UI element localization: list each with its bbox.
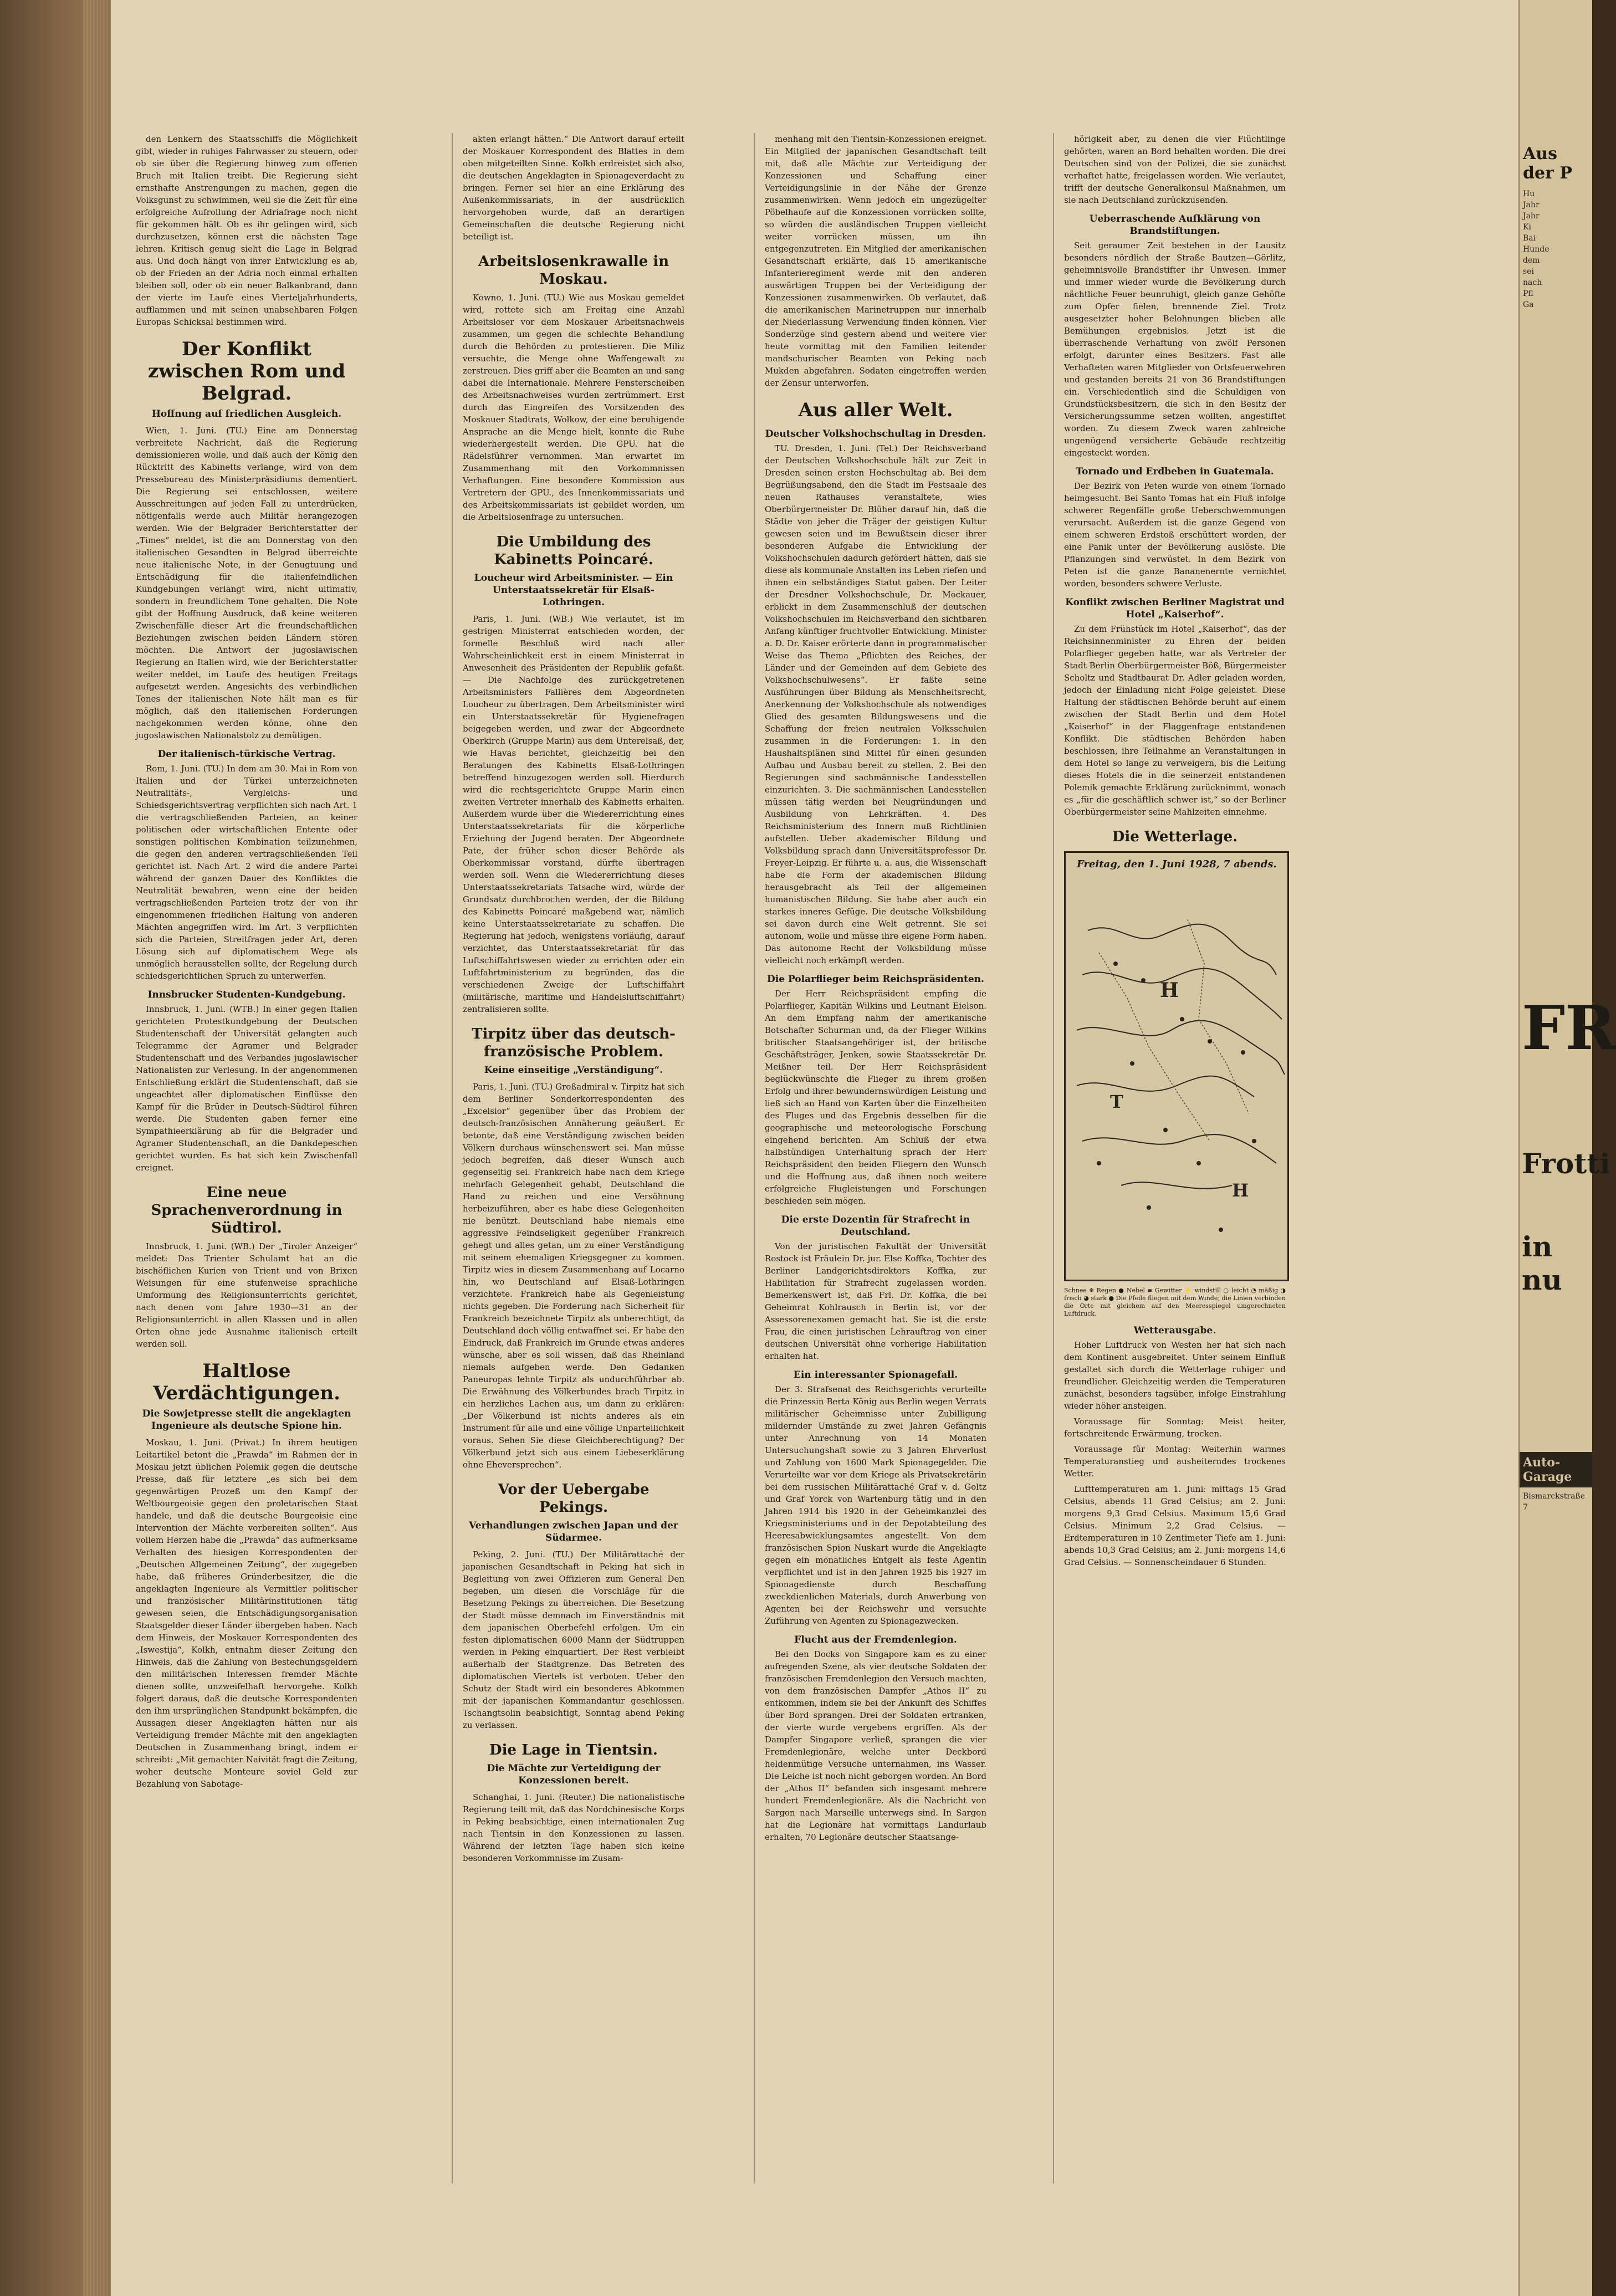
next-page-fragment: Jahr — [1523, 201, 1540, 209]
next-page-fragment: sei — [1523, 267, 1534, 276]
subheadline: Hoffnung auf friedlichen Ausgleich. — [151, 408, 342, 420]
weather-map — [1064, 851, 1289, 1281]
headline-tientsin: Die Lage in Tientsin. — [489, 1742, 658, 1758]
article-text: Moskau, 1. Juni. (Privat.) In ihrem heutigen Leitartikel betont die „Prawda“ im Rahmen der in Moskau jetzt üblichen Polemik gegen die deutsche Presse, daß für letztere „es sich bei dem gegenwärtigen Prozeß um den Kampf der Weltbourgeoisie gegen den proletarischen Staat handele, und daß die deutsche Bourgeoisie eine Intervention der Mächte vorbereiten sollten“. Aus vollem Herzen habe die „Prawda“ das aufmerksame Verhalten des hiesigen Korrespondenten der „Deutschen Allgemeinen Zeitung“, der zugegeben habe, daß früheres Gründerbesitzer, die die angeklagten Ingenieure als Vermittler politischer und französischer Militärinstitutionen tätig gewesen seien, die Entschädigungsorganisation Staatsgelder dieser Länder übergeben haben. Nach dem Hinweis, der Moskauer Korrespondenten des „Iswestija“, Kolkh, entnahm dieser Zeitung den Hinweis, daß die Zahlung von Bestechungsgeldern den militärischen Interessen fremder Mächte dienen sollte, unzweifelhaft hervorgehe. Kolkh folgert daraus, daß die deutsche Korrespondenten den ihm ursprünglichen Standpunkt bekämpfen, die Aussagen dieser Angeklagten hätten nur als Verteidigung fremder Mächte mit den angeklagten Deutschen in Zusammenhang bringt, indem er schreibt: „Mit gemachter Naivität fragt die Zeitung, woher deutsche Monteure soviel Geld zur Bezahlung von Sabotage- — [136, 1438, 357, 1789]
article-text: Peking, 2. Juni. (TU.) Der Militärattaché der japanischen Gesandtschaft in Peking hat sich in Begleitung von zwei Offizieren zum General Den begeben, um diesen die Vorschläge für die Besetzung Pekings zu überreichen. Die Besetzung der Stadt müsse demnach im Einverständnis mit dem japanischen Oberbefehl erfolgen. Um ein festen diplomatischen 6000 Mann der Südtruppen werden in Peking einquartiert. Der Rest verbleibt außerhalb der Stadtgrenze. Das Betreten des diplomatischen Viertels ist verboten. Ueber den Schutz der Stadt wird ein besonderes Abkommen mit der japanischen Kommandantur geschlossen. Tschangtsolin beabsichtigt, Sonntag abend Peking zu verlassen. — [463, 1550, 684, 1730]
column-4 — [1064, 133, 1286, 2206]
article-text: Lufttemperaturen am 1. Juni: mittags 15 Grad Celsius, abends 11 Grad Celsius; am 2. Juni: morgens 9,3 Grad Celsius. Maximum 15,6 Grad Celsius. Minimum 2,2 Grad Celsius. — Erdtemperaturen in 10 Zentimeter Tiefe am 1. Juni: abends 10,3 Grad Celsius; am 2. Juni: morgens 14,6 Grad Celsius. — Sonnenscheindauer 6 Stunden. — [1064, 1484, 1286, 1567]
article-text: Von der juristischen Fakultät der Universität Rostock ist Fräulein Dr. jur. Else Koffka, Tochter des Berliner Landgerichtsdirektors Koffka, zur Habilitation für Strafrecht zugelassen worden. Bemerkenswert ist, daß Frl. Dr. Koffka, die bei Geheimrat Kohlrausch in Berlin ist, vor der Assessorenexamen gemacht hat. Sie ist die erste Frau, die einen juristischen Lehrauftrag von einer deutschen Universität ohne vorherige Habilitation erhalten hat. — [765, 1241, 986, 1361]
article-text: Hoher Luftdruck von Westen her hat sich nach dem Kontinent ausgebreitet. Unter seinem Einfluß gestaltet sich durch die Wetterlage ruhiger und freundlicher. Gleichzeitig werden die Temperaturen zunächst, besonders tagsüber, infolge Einstrahlung wieder höher ansteigen. — [1064, 1340, 1286, 1411]
headline-tirpitz: Tirpitz über das deutsch-französische Problem. — [472, 1026, 676, 1060]
article-text: Voraussage für Montag: Weiterhin warmes Temperaturanstieg und ausheiterndes trockenes Wetter. — [1064, 1444, 1286, 1479]
next-page-fragment: nach — [1523, 278, 1542, 287]
article-text: Kowno, 1. Juni. (TU.) Wie aus Moskau gemeldet wird, rottete sich am Freitag eine Anzahl Arbeitsloser vor dem Moskauer Arbeitsnachweis zusammen, um gegen die schlechte Behandlung durch die Behörden zu protestieren. Die Miliz versuchte, die Menge ohne Waffengewalt zu zerstreuen. Dies griff aber die Beamten an und sang dabei die Internationale. Mehrere Fensterscheiben des Arbeitsnachweises wurden zertrümmert. Erst durch das Eingreifen des Vorsitzenden des Moskauer Stadtrats, Wolkow, der eine beruhigende Ansprache an die Menge hielt, konnte die Ruhe wiederhergestellt werden. Die GPU. hat die Rädelsführer vernommen. Man erwartet im Zusammenhang mit den Vorkommnissen Verhaftungen. Eine besondere Kommission aus Vertretern der GPU., des Innenkommissariats und des Arbeitskommissariats ist gebildet worden, um die Arbeitslosenfrage zu untersuchen. — [463, 293, 684, 522]
section-heading: Deutscher Volkshochschultag in Dresden. — [765, 428, 986, 439]
map-label: T — [1110, 1091, 1123, 1112]
article-text: Der Herr Reichspräsident empfing die Polarflieger, Kapitän Wilkins und Leutnant Eielson. An dem Empfang nahm der amerikanische Botschafter Schurman und, da der Flieger Wilkins britischer Staatsangehöriger ist, der britische Geschäftsträger, Jenken, sowie Staatssekretär Dr. Meißner teil. Der Herr Reichspräsident beglückwünschte die Flieger zu ihrem großen Erfolg und ihrer bewundernswürdigen Leistung und ließ sich an Hand von Karten über die Einzelheiten des Fluges und das Ergebnis desselben für die geographische und meteorologische Forschung eingehend berichten. Am Schluß der etwa halbstündigen Unterhaltung sprach der Herr Reichspräsident den beiden Fliegern den Wunsch und die Hoffnung aus, daß ihnen noch weitere erfolgreiche Flugleistungen und Forschungen beschieden sein mögen. — [765, 989, 986, 1206]
article-text: Innsbruck, 1. Juni. (WTB.) In einer gegen Italien gerichteten Protestkundgebung der Deutschen Studentenschaft der Universität gelangten auch Telegramme der Agramer und Belgrader Studentenschaft und des Verbandes jugoslawischer Nationalisten zur Verlesung. In der angenommenen Entschließung erklärt die Studentenschaft, daß sie ungeachtet aller diplomatischen Einflüsse den Kampf für die Brüder in Deutsch-Südtirol führen werde. Die Studenten gaben ferner eine Sympathieerklärung ab für die Belgrader und Agramer Studentenschaft, an die Dankdepeschen gerichtet wurden. Es hat sich kein Zwischenfall ereignet. — [136, 1004, 357, 1173]
article-text: Der 3. Strafsenat des Reichsgerichts verurteilte die Prinzessin Berta König aus Berlin wegen Verrats militärischer Geheimnisse unter Zubilligung mildernder Umstände zu zwei Jahren Gefängnis unter Anrechnung von 14 Monaten Untersuchungshaft sowie zu 3 Jahren Ehrverlust und Zahlung von 1600 Mark Spionagegelder. Die Verurteilte war vor dem Kriege als Privatsekretärin bei dem russischen Militärattaché Graf v. d. Goltz und Graf Yorck von Wartenburg tätig und in den Jahren 1914 bis 1920 in der Geheimkanzlei des Kriegsministeriums und in der Depotabteilung des Heeresabwicklungsamtes angestellt. Von dem französischen Spion Nuskart wurde die Angeklagte gegen ein monatliches Entgelt als feste Agentin verpflichtet und ist in den Jahren 1925 bis 1927 im Spionagedienste durch Beschaffung zweckdienlichen Materials, durch Anwerbung von Agenten bei der Reichswehr und versuchte Zuführung von Agenten zu Spionagezwecken. — [765, 1384, 986, 1626]
section-heading: Tornado und Erdbeben in Guatemala. — [1076, 466, 1274, 477]
section-heading: Konflikt zwischen Berliner Magistrat und Hotel „Kaiserhof“. — [1065, 597, 1285, 620]
article-text: menhang mit den Tientsin-Konzessionen ereignet. Ein Mitglied der japanischen Gesandtschaft teilt mit, daß alle Mächte zur Verteidigung der Konzessionen und Schaffung einer Verteidigungslinie in der Nähe der Grenze zusammenwirken. Wenn jedoch ein ungezügelter Pöbelhaufe auf die Konzessionen vorrücken sollte, so würden die ausländischen Truppen vielleicht weiter vorrücken müssen, um ihn entgegenzutreten. Ein Mitglied der amerikanischen Gesandtschaft erklärte, daß 15 amerikanische Infanterieregiment werde mit den anderen auswärtigen Truppen bei der Verteidigung der Konzessionen zusammenwirken. Ob verlautet, daß die amerikanischen Marinetruppen nur innerhalb der Niederlassung Verwendung finden können. Vier Sonderzüge sind gestern abend und weitere vier heute vormittag mit den Familien leitender mandschurischer Beamten von Peking nach Mukden abgefahren. Sodaten eingetroffen werden der Zensur unterworfen. — [765, 134, 986, 388]
subheadline: Loucheur wird Arbeitsminister. — Ein Unterstaatssekretär für Elsaß-Lothringen. — [474, 572, 673, 608]
next-page-fragment: Hu — [1523, 190, 1535, 198]
next-page-fragment: Bai — [1523, 234, 1536, 243]
adjacent-page — [1518, 0, 1616, 2296]
column-rule — [1053, 133, 1054, 2183]
article-text: Paris, 1. Juni. (TU.) Großadmiral v. Tirpitz hat sich dem Berliner Sonderkorrespondenten des „Excelsior“ gegenüber über das Problem der deutsch-französischen Annäherung geäußert. Er betonte, daß eine Verständigung zwischen beiden Völkern durchaus wünschenswert sei. Man müsse jedoch begreifen, daß dieser Wunsch auch gegenseitig sei. Frankreich habe nach dem Kriege mehrfach Gelegenheit gehabt, Deutschland die Hand zu reichen und eine Versöhnung herbeizuführen, aber es habe diese Gelegenheiten nie benützt. Deutschland habe niemals eine aggressive Feindseligkeit gegenüber Frankreich gehegt und alles getan, um zu einer Verständigung mit seinem ehemaligen Kriegsgegner zu kommen. Tirpitz wies in diesem Zusammenhang auf Locarno hin, wo Deutschland auf Elsaß-Lothringen verzichtete. Frankreich habe als Gegenleistung nichts gegeben. Die Forderung nach Sicherheit für Frankreich bezeichnete Tirpitz als unberechtigt, da Deutschland doch völlig entwaffnet sei. Er habe den Eindruck, daß Frankreich im Grunde etwas anderes wünsche, aber es soll wissen, daß das Rheinland niemals aufgeben werde. Den Gedanken Paneuropas lehnte Tirpitz als undurchführbar ab. Die Erwähnung des Völkerbundes brach Tirpitz in ein herzliches Lachen aus, um dann zu erklären: „Der Völkerbund ist nichts anderes als ein Instrument für alle und eine völlige Unparteilichkeit voraus. Sehen Sie diese Gleichberechtigung? Der Völkerbund jetzt sich aus einem Liebeserklärung ohne Eheversprechen“. — [463, 1082, 684, 1470]
column-rule — [754, 133, 755, 2183]
article-text: akten erlangt hätten.“ Die Antwort darauf erteilt der Moskauer Korrespondent des Blattes in dem oben mitgeteilten Sinne. Kolkh erdreistet sich also, die deutschen Angeklagten in Spionageverdacht zu bringen. Ferner sei hier an eine Erklärung des Außenkommissariats, in der ausdrücklich hervorgehoben wurde, daß an derartigen Gemeinschaften die deutsche Regierung nicht beteiligt ist. — [463, 134, 684, 242]
next-page-fragment: Ki — [1523, 223, 1531, 232]
article-text: Wien, 1. Juni. (TU.) Eine am Donnerstag verbreitete Nachricht, daß die Regierung demissionieren wolle, und daß auch der König den Rücktritt des Kabinetts verlange, wird von dem Pressebureau des Ministerpräsidiums dementiert. Die Regierung sei entschlossen, weitere Ausschreitungen auf jeden Fall zu unterdrücken, nötigenfalls werde auch Militär herangezogen werden. Wie der Belgrader Berichterstatter der „Times“ meldet, ist die am Donnerstag von den italienischen Gesandten in Belgrad überreichte neue italienische Note, in der Genugtuung und Entschädigung für die italienfeindlichen Kundgebungen verlangt wird, nicht ultimativ, sondern in freundlichem Tone gehalten. Die Note gibt der Hoffnung Ausdruck, daß keine weiteren Zwischenfälle dieser Art die freundschaftlichen Beziehungen zwischen beiden Ländern stören möchten. Die Antwort der jugoslawischen Regierung an Italien wird, wie der Berichterstatter weiter meldet, im Laufe des heutigen Freitags aufgesetzt werden. Angesichts des verbindlichen Tones der italienischen Note hält man es für möglich, daß den italienischen Forderungen nachgekommen werden könne, ohne den jugoslawischen Nationalstolz zu demütigen. — [136, 426, 357, 740]
column-rule — [452, 133, 453, 2183]
headline-poincare: Die Umbildung des Kabinetts Poincaré. — [494, 534, 653, 568]
article-text: Paris, 1. Juni. (WB.) Wie verlautet, ist im gestrigen Ministerrat entschieden worden, der formelle Beschluß wird nach aller Wahrscheinlichkeit erst in einem Ministerrat in Anwesenheit des Präsidenten der Republik gefaßt. — Die Nachfolge des zurückgetretenen Arbeitsministers Fallières dem Abgeordneten Loucheur zu übertragen. Dem Arbeitsminister wird ein Unterstaatssekretär für Hygienefragen beigegeben werden, und zwar der Abgeordnete Oberkirch (Gruppe Marin) aus dem Unterelsaß, der, wie Havas berichtet, gleichzeitig bei den Beratungen des Kabinetts Elsaß-Lothringen betreffend hinzugezogen werden soll. Hierdurch wird die rechtsgerichtete Gruppe Marin einen zweiten Vertreter innerhalb des Kabinetts erhalten. Außerdem wurde über die Wiedererrichtung eines Unterstaatssekretariats für die körperliche Erziehung der Jugend beraten. Der Abgeordnete Pate, der früher schon dieser Behörde als Oberkommissar vorstand, dürfte übertragen werden soll. Wenn die Wiedererrichtung dieses Unterstaatssekretariats Tatsache wird, würde der Grundsatz durchbrochen werden, der die Bildung des Kabinetts Poincaré maßgebend war, nämlich keine Unterstaatssekretariate zu schaffen. Die Regierung hat jedoch, wenigstens vorläufig, darauf verzichtet, das Unterstaatssekretariat für das Luftschiffahrtswesen wieder zu errichten oder ein Luftfahrtministerium zu begründen, das die verschiedenen Zweige der Luftschiffahrt (militärische, maritime und Handelsluftschiffahrt) zentralisieren sollte. — [463, 614, 684, 1014]
section-heading: Der italienisch-türkische Vertrag. — [157, 749, 336, 760]
next-page-ad-headline: FR — [1522, 992, 1616, 1063]
article-text: den Lenkern des Staatsschiffs die Möglichkeit gibt, wieder in ruhiges Fahrwasser zu steuern, oder ob sie über die Regierung hinweg zum offenen Bruch mit Italien treibt. Die Regierung sieht ernsthafte Anstrengungen zu machen, gegen die Volksgunst zu schwimmen, weil sie die Zeit für eine erfolgreiche Aufrollung der Adriafrage noch nicht für gekommen hält. Ob es ihr gelingen wird, sich durchzusetzen, können erst die nächsten Tage lehren. Kritisch genug sieht die Lage in Belgrad aus. Und doch hängt von ihrer Entwicklung es ab, ob der Frieden an der Adria noch einmal erhalten bleiben soll, oder ob ein neuer Balkanbrand, dann der vierte im Laufe eines Vierteljahrhunderts, aufflammen und mit seinen unabsehbaren Folgen Europas Schicksal bestimmen wird. — [136, 134, 357, 327]
subheadline: Keine einseitige „Verständigung“. — [484, 1065, 663, 1076]
section-heading: Flucht aus der Fremdenlegion. — [794, 1634, 957, 1645]
section-heading: Wetterausgabe. — [1133, 1325, 1216, 1336]
article-text: Zu dem Frühstück im Hotel „Kaiserhof“, das der Reichsinnenminister zu Ehren der beiden Polarflieger gegeben hatte, war als Vertreter der Stadt Berlin Oberbürgermeister Böß, Bürgermeister Scholtz und Stadtbaurat Dr. Adler geladen worden, jedoch der Einladung nicht Folge geleistet. Diese Haltung der städtischen Behörde beruht auf einem zwischen der Stadt Berlin und dem Hotel „Kaiserhof“ in der Flaggenfrage entstandenen Konflikt. Die städtischen Behörden haben beschlossen, ihre Teilnahme an Veranstaltungen in dem Hotel so lange zu verweigern, bis die Leitung dieses Hotels die in die seinerzeit entstandenen Polemik gemachte Erklärung zurücknimmt, wonach es „für die geschäftlich schwer ist,“ so der Berliner Oberbürgermeister seine Mahlzeiten einnehme. — [1064, 624, 1286, 817]
next-page-fragment: Jahr — [1523, 212, 1540, 221]
article-text: Innsbruck, 1. Juni. (WB.) Der „Tiroler Anzeiger“ meldet: Das Trienter Schulamt hat an die bischöflichen Kurien von Trient und von Brixen Weisungen für eine stufenweise sprachliche Umformung des Religionsunterrichts gerichtet, nach denen vom Jahre 1930—31 an der Religionsunterricht in allen Klassen und in allen Orten ohne jede Ausnahme italienisch erteilt werden soll. — [136, 1241, 357, 1349]
map-label: H — [1232, 1180, 1249, 1201]
subheadline: Die Mächte zur Verteidigung der Konzessionen bereit. — [487, 1763, 661, 1786]
headline-haltlose: Haltlose Verdächtigungen. — [153, 1360, 340, 1404]
article-text: TU. Dresden, 1. Juni. (Tel.) Der Reichsverband der Deutschen Volkshochschule hält zur Zeit in Dresden seinen ersten Hochschultag ab. Bei dem Begrüßungsabend, den die Stadt im Festsaale des neuen Rathauses veranstaltete, wies Oberbürgermeister Dr. Blüher darauf hin, daß die Städte von jeher die Träger der geistigen Kultur gewesen seien und im Bewußtsein dieser ihrer besonderen Aufgabe die Entwicklung der Volkshochschulen dadurch gefördert hätten, daß sie diese als kommunale Anstalten ins Leben riefen und ihnen ein selbständiges Statut gaben. Der Leiter der Dresdner Volkshochschule, Dr. Mockauer, erblickt in dem Zusammenschluß der deutschen Volkshochschulen im Reichsverband den sichtbaren Anfang künftiger fruchtvoller Entwicklung. Minister a. D. Dr. Kaiser erörterte dann in programmatischer Weise das Thema „Pflichten des Reiches, der Länder und der Gemeinden auf dem Gebiete des Volkshochschulwesens“. Er faßte seine Ausführungen über Bildung als Menschheitsrecht, Anerkennung der Volkshochschule als notwendiges Glied des gesamten Bildungswesens und die Schaffung der freien neutralen Volksschulen zusammen in die Forderungen: 1. In den Haushaltsplänen sind Mittel für einen gesunden Aufbau und Ausbau bereit zu stellen. 2. Bei den Regierungen sind sachmännische Landesstellen einzurichten. 3. Die sachmännischen Landesstellen müssen tätig werden bei Neugründungen und Ausbildung von Lehrkräften. 4. Des Reichsministerium des Innern muß Richtlinien aufstellen. Ueber akademischer Bildung und Volksbildung sprach dann Universitätsprofessor Dr. Freyer-Leipzig. Er führte u. a. aus, die Wissenschaft habe die Form der akademischen Bildung herausgebracht als Teil der allgemeinen humanistischen Bildung. Sie habe aber auch ein starkes inneres Gefüge. Die deutsche Volksbildung sei davon durch eine Welt getrennt. Sie sei autonom, wolle und müsse ihre eigene Form haben. Das autonome Recht der Volksbildung müsse vielleicht noch erkämpft werden. — [765, 443, 986, 965]
article-text: hörigkeit aber, zu denen die vier Flüchtlinge gehörten, waren an Bord behalten worden. Die drei Deutschen sind von der Polizei, die sie zunächst verhaftet hatte, freigelassen worden. Wie verlautet, trifft der deutsche Generalkonsul Maßnahmen, um sie nach Deutschland zurückzusenden. — [1064, 134, 1286, 205]
next-page-ad-text: in nu — [1522, 1230, 1562, 1296]
weather-map-title: Freitag, den 1. Juni 1928, 7 abends. — [1077, 858, 1277, 870]
column-2 — [463, 133, 684, 2217]
article-text: Voraussage für Sonntag: Meist heiter, fortschreitende Erwärmung, trocken. — [1064, 1417, 1286, 1439]
headline-peking: Vor der Uebergabe Pekings. — [498, 1481, 650, 1516]
weather-legend: Schnee ❄ Regen ● Nebel ≡ Gewitter ⚡ windstill ○ leicht ◔ mäßig ◑ frisch ◕ stark ● Die Pfeile fliegen mit dem Winde; die Linien verbinden die Orte mit gleichem auf den Meeresspiegel umgerechneten Luftdruck. — [1064, 1287, 1286, 1317]
section-heading: Ueberraschende Aufklärung von Brandstiftungen. — [1089, 213, 1261, 237]
next-page-ad-text: Frotti — [1522, 1147, 1610, 1180]
section-heading: Innsbrucker Studenten-Kundgebung. — [147, 989, 346, 1000]
article-text: Schanghai, 1. Juni. (Reuter.) Die nationalistische Regierung teilt mit, daß das Nordchinesische Korps in Peking beabsichtige, einen internationalen Zug nach Tientsin in den Konzessionen zu lassen. Während der letzten Tage haben sich keine besonderen Vorkommnisse im Zusam- — [463, 1792, 684, 1863]
subheadline: Die Sowjetpresse stellt die angeklagten Ingenieure als deutsche Spione hin. — [142, 1408, 351, 1431]
article-text: Bei den Docks von Singapore kam es zu einer aufregenden Szene, als vier deutsche Soldaten der französischen Fremdenlegion den Versuch machten, von dem französischen Dampfer „Athos II“ zu entkommen, indem sie bei der Ankunft des Schiffes über Bord sprangen. Drei der Soldaten ertranken, der vierte wurde vergebens ergriffen. Als der Dampfer Singapore verließ, sprangen die vier Fremdenlegionäre, welche unter Deckbord heldenmütige Versuche unternahmen, ins Wasser. Die Leiche ist noch nicht geborgen worden. An Bord der „Athos II“ befanden sich insgesamt mehrere hundert Fremdenlegionäre. Als die Nachricht von Sargon nach Marseille unterwegs sind. In Sargon hat die Legionäre hat vormittags Landurlaub erhalten, 70 Legionäre deutscher Staatsange- — [765, 1649, 986, 1842]
headline-moskau: Arbeitslosenkrawalle in Moskau. — [478, 253, 669, 288]
column-3 — [765, 133, 986, 2217]
next-page-ad-box: Auto-Garage — [1520, 1452, 1592, 1487]
next-page-fragment: Pfl — [1523, 289, 1533, 298]
headline-aus-aller-welt: Aus aller Welt. — [798, 399, 953, 421]
section-heading: Ein interessanter Spionagefall. — [793, 1369, 958, 1380]
article-text: Der Bezirk von Peten wurde von einem Tornado heimgesucht. Bei Santo Tomas hat ein Fluß infolge schwerer Regenfälle große Ueberschwemmungen verursacht. Außerdem ist die ganze Gegend von einem schweren Erdstoß erschüttert worden, der eine Panik unter der Bevölkerung auslöste. Die Pflanzungen sind verwüstet. In dem Bezirk von Peten ist die ganze Bananenernte vernichtet worden, besonders schwere Verluste. — [1064, 481, 1286, 589]
headline-rom-belgrad: Der Konflikt zwischen Rom und Belgrad. — [147, 338, 346, 405]
next-page-fragment: Ga — [1523, 300, 1534, 309]
section-heading: Eine neue Sprachenverordnung in Südtirol. — [151, 1184, 342, 1236]
next-page-header: Aus der P — [1523, 144, 1572, 183]
next-page-ad-address: Bismarckstraße 7 — [1523, 1492, 1586, 1512]
map-label: H — [1160, 979, 1179, 1002]
article-text: Rom, 1. Juni. (TU.) In dem am 30. Mai in Rom von Italien und der Türkei unterzeichneten Neutralitäts-, Vergleichs- und Schiedsgerichtsvertrag verpflichten sich nach Art. 1 die vertragschließenden Parteien, an keiner politischen oder wirtschaftlichen Entente oder sonstigen politischen Kombination teilzunehmen, die gegen den anderen vertragschließenden Teil gerichtet ist. Nach Art. 2 wird die andere Partei während der ganzen Dauer des Konfliktes die Neutralität bewahren, wenn eine der beiden vertragschließenden Parteien trotz der von ihr eingenommenen friedlichen Haltung von anderen Mächten angegriffen wird. Im Art. 3 verpflichten sich die Parteien, Streitfragen jeder Art, deren Lösung sich auf diplomatischem Wege als unmöglich herausstellen sollte, der Regelung durch schiedsgerichtlichen Spruch zu unterwerfen. — [136, 764, 357, 981]
next-page-fragment: Hunde — [1523, 245, 1549, 254]
section-heading: Die Polarflieger beim Reichspräsidenten. — [767, 974, 984, 985]
column-1 — [136, 133, 357, 2195]
subheadline: Verhandlungen zwischen Japan und der Südarmee. — [469, 1520, 678, 1543]
headline-wetterlage: Die Wetterlage. — [1112, 829, 1238, 845]
weather-map-drawing — [1066, 853, 1287, 1280]
article-text: Seit geraumer Zeit bestehen in der Lausitz besonders nördlich der Straße Bautzen—Görlitz, geheimnisvolle Brandstifter ihr Unwesen. Immer und immer wieder wurde die Bevölkerung durch nächtliche Feuer beunruhigt, gleich ganze Gehöfte zum Opfer fielen, brennende Ziel. Trotz ausgesetzter hoher Belohnungen blieben alle Bemühungen ergebnislos. Jetzt ist die überraschende Verhaftung von zwölf Personen erfolgt, darunter eines Besitzers. Fast alle Verhafteten waren Mitglieder von Ortsfeuerwehren und gestanden bereits 21 von 36 Brandstiftungen ein. Verschiedentlich sind die Schuldigen von Grundstücksbesitzern, die sich in den Besitz der Versicherungssumme setzen wollten, angestiftet worden. Zu diesem Zweck waren zahlreiche ungenügend versicherte Gebäude rechtzeitig eingesteckt worden. — [1064, 241, 1286, 458]
next-page-fragment: dem — [1523, 256, 1540, 265]
section-heading: Die erste Dozentin für Strafrecht in Deutschland. — [781, 1214, 970, 1238]
